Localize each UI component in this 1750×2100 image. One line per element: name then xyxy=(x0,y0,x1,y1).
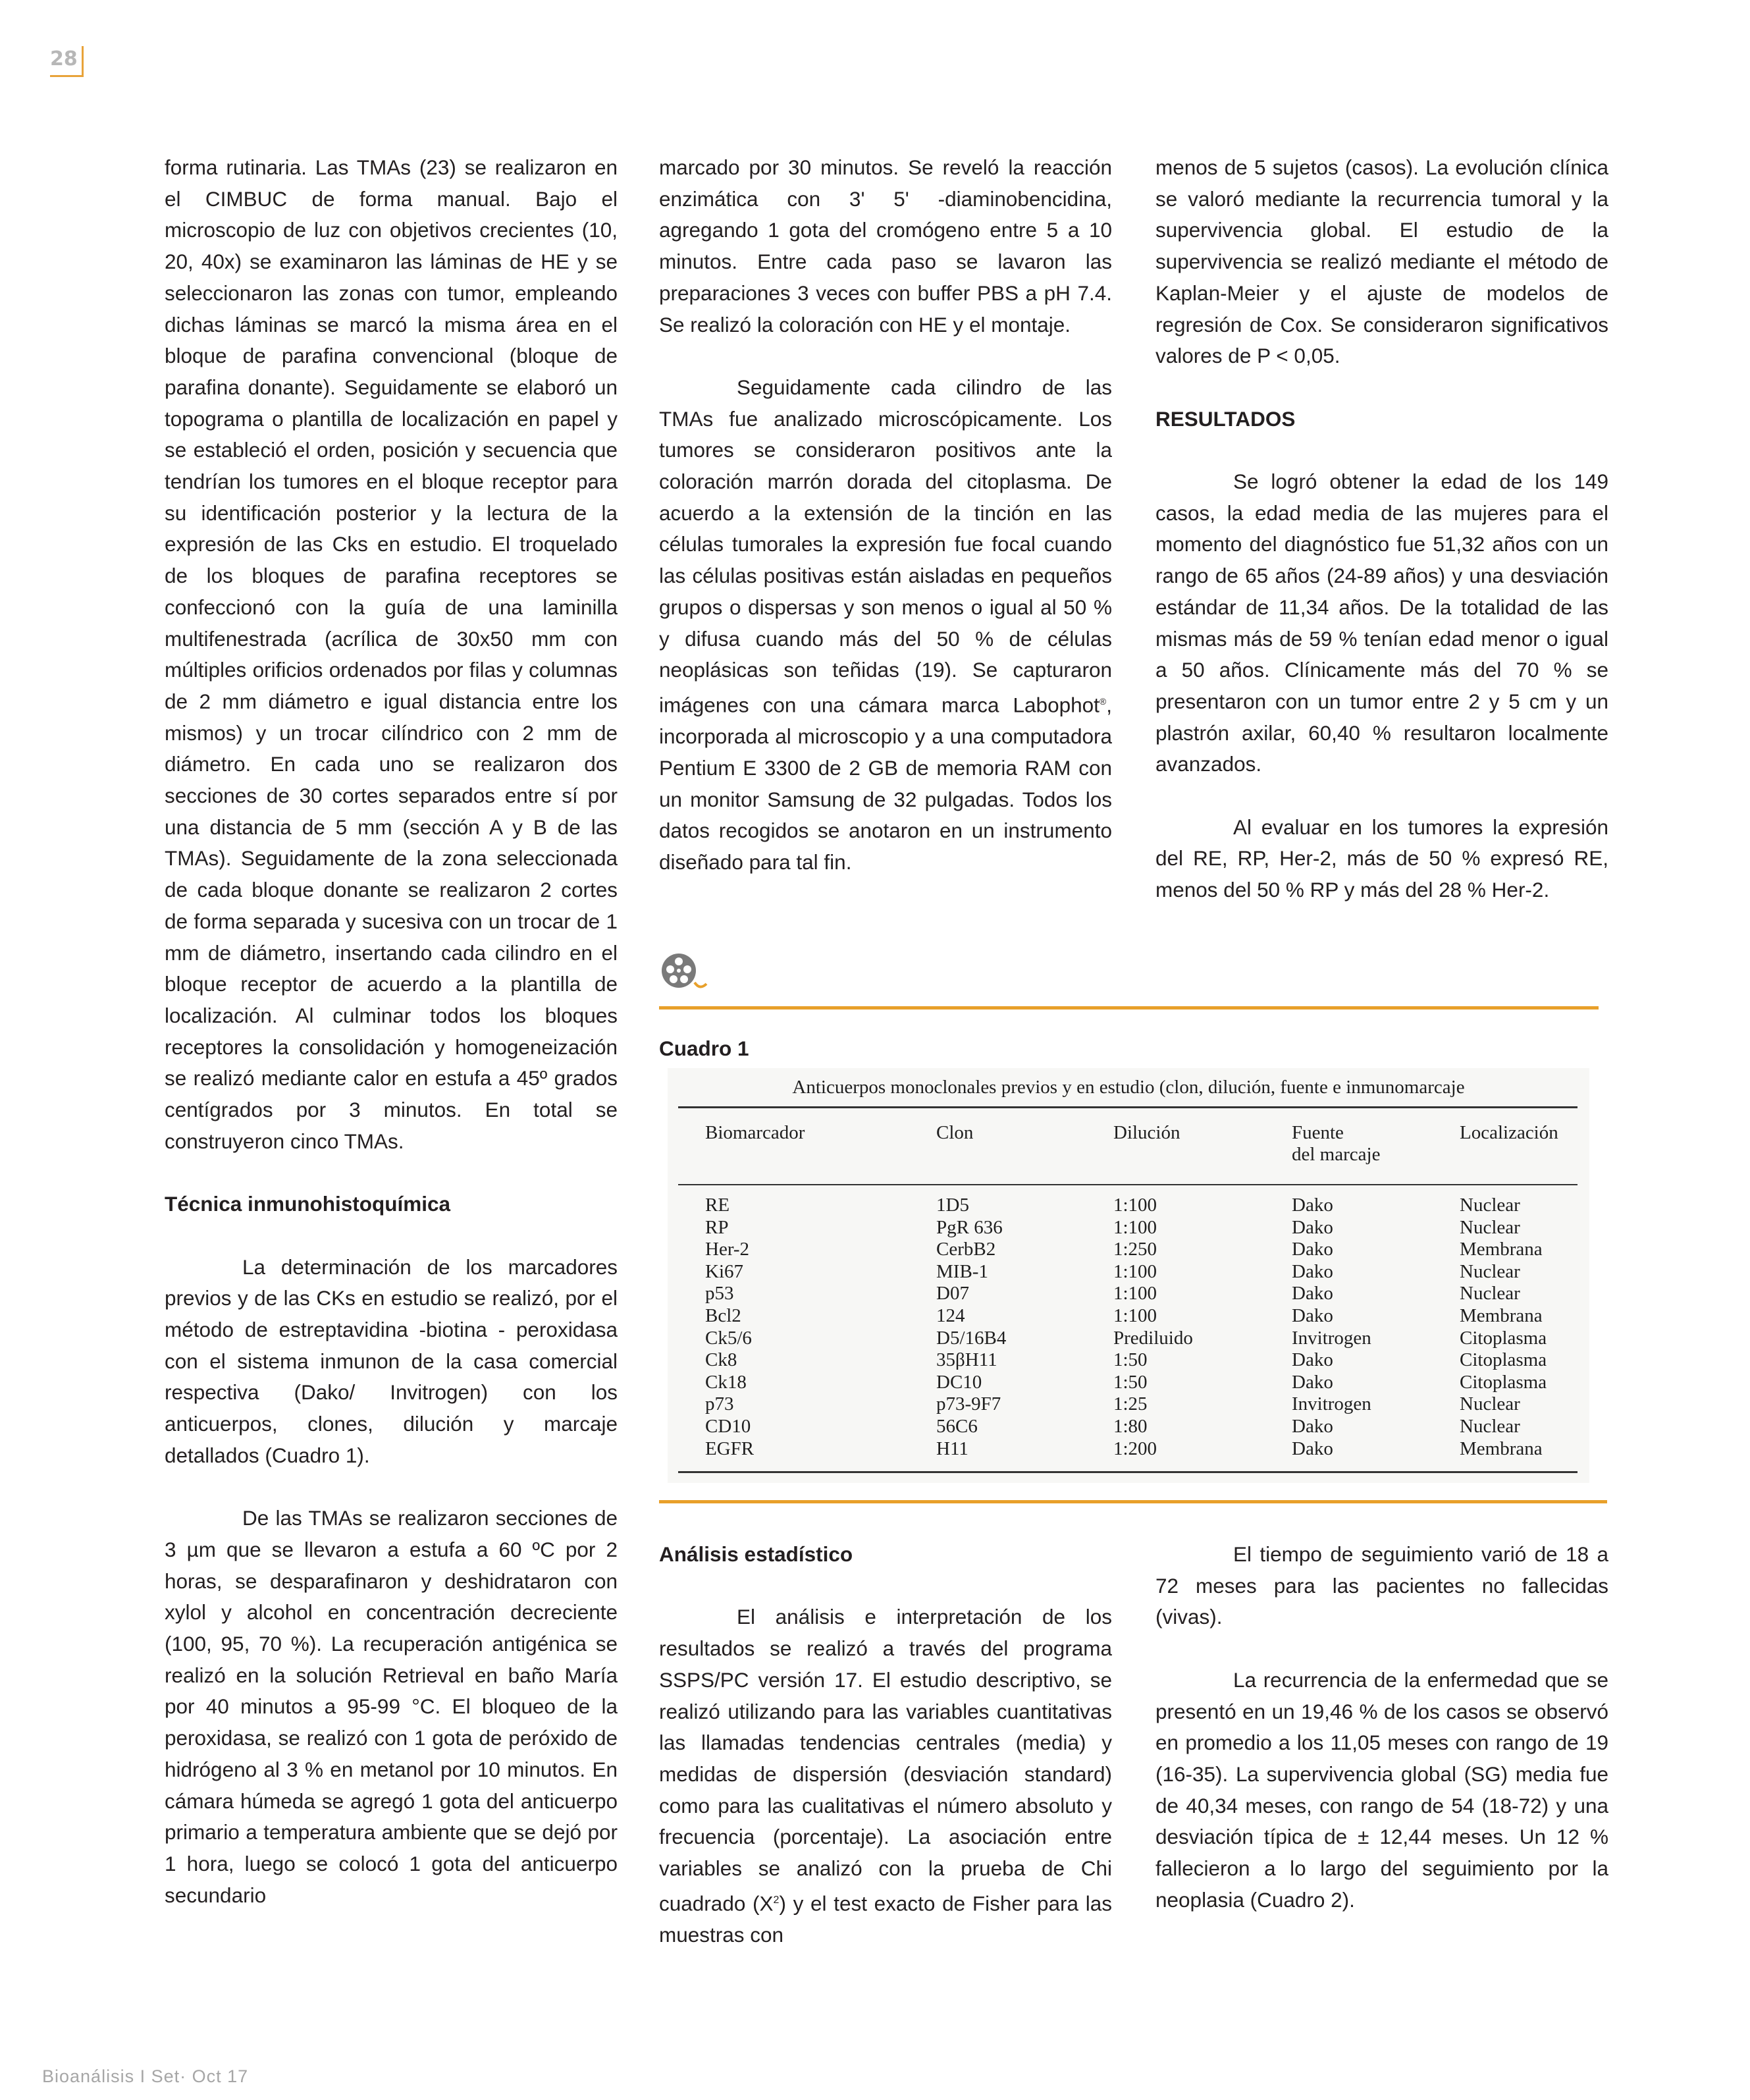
cell-clon: DC10 xyxy=(936,1371,982,1393)
table-rule xyxy=(678,1184,1578,1185)
cell-clon: p73-9F7 xyxy=(936,1393,1001,1415)
paragraph: forma rutinaria. Las TMAs (23) se realizaron en el CIMBUC de forma manual. Bajo el microscopio de luz con objetivos crecientes (10, 20, 40x) se examinaron las láminas de HE y se seleccionaron las zonas con tumor, empleando dichas láminas se marcó la misma área en el bloque de parafina convencional (bloque de parafina donante). Seguidamente se elaboró un topograma o plantilla de localización en papel y se estableció el orden, posición y secuencia que tendrían los tumores en el bloque receptor para su identificación posterior y la lectura de la expresión de las Cks en estudio. El troquelado de los bloques de parafina receptores se confeccionó con la guía de una laminilla multifenestrada (acrílica de 30x50 mm con múltiples orificios ordenados por filas y columnas de 2 mm diámetro e igual distancia entre los mismos) y un trocar cilíndrico con 2 mm de diámetro. En cada uno se realizaron dos secciones de 30 cortes separados entre sí por una distancia de 5 mm (sección A y B de las TMAs). Seguidamente de la zona seleccionada de cada bloque donante se realizaron 2 cortes de forma separada y sucesiva con un trocar de 1 mm de diámetro, insertando cada cilindro en el bloque receptor de acuerdo a la plantilla de localización. Al culminar todos los bloques receptores la consolidación y homogeneización se realizó mediante calor en estufa a 45º grados centígrados por 3 minutos. En total se construyeron cinco TMAs. xyxy=(165,155,618,1153)
cell-biomarcador: Ck18 xyxy=(705,1371,747,1393)
cell-fuente: Dako xyxy=(1292,1349,1333,1371)
cell-fuente: Dako xyxy=(1292,1438,1333,1459)
cell-fuente: Dako xyxy=(1292,1195,1333,1216)
paragraph: Al evaluar en los tumores la expresión del RE, RP, Her-2, más de 50 % expresó RE, menos del 50 % RP y más del 28 % Her-2. xyxy=(1155,815,1608,902)
cell-fuente: Dako xyxy=(1292,1371,1333,1393)
cell-fuente: Invitrogen xyxy=(1292,1327,1371,1349)
cell-dilucion: 1:80 xyxy=(1113,1415,1148,1437)
registered-mark: ® xyxy=(1099,695,1107,707)
cell-fuente: Invitrogen xyxy=(1292,1393,1371,1415)
cell-biomarcador: CD10 xyxy=(705,1415,751,1437)
header-dilucion: Dilución xyxy=(1113,1122,1180,1143)
cell-clon: CerbB2 xyxy=(936,1239,996,1260)
paragraph: De las TMAs se realizaron secciones de 3 µm que se llevaron a estufa a 60 ºC por 2 horas, se desparafinaron y deshidrataron con xylol y alcohol en concentración decreciente (100, 95, 70 %). La recuperación antigénica se realizó en la solución Retrieval en baño María por 40 minutos a 95-99 °C. El bloqueo de la peroxidasa, se realizó con 1 gota de peróxido de hidrógeno al 3 % en metanol por 10 minutos. En cámara húmeda se agregó 1 gota del anticuerpo primario a temperatura ambiente que se dejó por 1 hora, luego se colocó 1 gota del anticuerpo secundario xyxy=(165,1506,618,1907)
column-1 xyxy=(165,152,618,1911)
section-heading-tecnica: Técnica inmunohistoquímica xyxy=(165,1192,451,1216)
cell-localizacion: Citoplasma xyxy=(1460,1371,1547,1393)
paragraph: Se logró obtener la edad de los 149 casos, la edad media de las mujeres para el momento del diagnóstico fue 51,32 años con un rango de 65 años (24-89 años) y una desviación estándar de 11,34 años. De la totalidad de las mismas más de 59 % tenían edad menor o igual a 50 años. Clínicamente más del 70 % se presentaron con un tumor entre 2 y 5 cm y un plastrón axilar, 60,40 % resultaron localmente avanzados. xyxy=(1155,470,1608,776)
cell-localizacion: Membrana xyxy=(1460,1305,1543,1326)
cell-localizacion: Citoplasma xyxy=(1460,1349,1547,1371)
paragraph: menos de 5 sujetos (casos). La evolución clínica se valoró mediante la recurrencia tumoral y la supervivencia global. El estudio de la supervivencia se realizó mediante el método de Kaplan-Meier y el ajuste de modelos de regresión de Cox. Se consideraron significativos valores de P < 0,05. xyxy=(1155,155,1608,368)
cell-dilucion: 1:200 xyxy=(1113,1438,1157,1459)
cell-dilucion: 1:100 xyxy=(1113,1283,1157,1305)
table-row xyxy=(668,1195,1589,1217)
section-heading-analisis: Análisis estadístico xyxy=(659,1542,853,1566)
table-row xyxy=(668,1416,1589,1438)
cell-fuente: Dako xyxy=(1292,1283,1333,1305)
table-row xyxy=(668,1239,1589,1261)
cell-localizacion: Nuclear xyxy=(1460,1195,1520,1216)
superscript: 2 xyxy=(773,1894,780,1906)
paragraph: La determinación de los marcadores previos y de las CKs en estudio se realizó, por el método de estreptavidina -biotina - peroxidasa con el sistema inmunon de la casa comercial respectiva (Dako/ Invitrogen) con los anticuerpos, clones, dilución y marcaje detallados (Cuadro 1). xyxy=(165,1254,618,1467)
header-fuente xyxy=(1292,1122,1380,1166)
column-3 xyxy=(1155,152,1608,906)
cell-dilucion: 1:50 xyxy=(1113,1371,1148,1393)
cell-dilucion: 1:100 xyxy=(1113,1305,1157,1326)
cell-clon: PgR 636 xyxy=(936,1216,1003,1238)
cell-dilucion: 1:100 xyxy=(1113,1195,1157,1216)
cell-clon: 56C6 xyxy=(936,1415,978,1437)
table-row xyxy=(668,1261,1589,1283)
cell-biomarcador: p73 xyxy=(705,1393,734,1415)
paragraph xyxy=(659,1602,1112,1951)
header-fuente-line1: Fuente xyxy=(1292,1122,1344,1143)
header-clon: Clon xyxy=(936,1122,974,1143)
table-rule xyxy=(678,1106,1578,1108)
cell-biomarcador: Ki67 xyxy=(705,1260,743,1282)
header-localizacion: Localización xyxy=(1460,1122,1558,1143)
table-title: Anticuerpos monoclonales previos y en estudio (clon, dilución, fuente e inmunomarcaje xyxy=(792,1077,1465,1098)
cell-clon: 124 xyxy=(936,1305,965,1326)
cell-dilucion: 1:25 xyxy=(1113,1393,1148,1415)
section-heading-resultados: RESULTADOS xyxy=(1155,406,1296,431)
column-2-bottom xyxy=(659,1539,1112,1951)
column-2 xyxy=(659,152,1112,878)
table-row xyxy=(668,1349,1589,1372)
header-fuente-line2: del marcaje xyxy=(1292,1144,1381,1165)
page-number: 28 xyxy=(50,46,84,77)
cell-dilucion: 1:100 xyxy=(1113,1260,1157,1282)
cell-localizacion: Nuclear xyxy=(1460,1415,1520,1437)
film-reel-icon xyxy=(659,952,712,993)
cell-biomarcador: RE xyxy=(705,1195,730,1216)
cell-clon: D5/16B4 xyxy=(936,1327,1007,1349)
cell-biomarcador: Bcl2 xyxy=(705,1305,741,1326)
cell-fuente: Dako xyxy=(1292,1260,1333,1282)
paragraph: El tiempo de seguimiento varió de 18 a 72 meses para las pacientes no fallecidas (vivas). xyxy=(1155,1542,1608,1629)
cell-localizacion: Nuclear xyxy=(1460,1283,1520,1305)
paragraph: La recurrencia de la enfermedad que se presentó en un 19,46 % de los casos se observó en promedio a los 11,05 meses con rango de 19 (16-35). La supervivencia global (SG) media fue de 40,34 meses, con rango de 54 (18-72) y una desviación típica de ± 12,44 meses. Un 12 % fallecieron a lo largo del seguimiento por la neoplasia (Cuadro 2). xyxy=(1155,1667,1608,1912)
cell-dilucion: 1:50 xyxy=(1113,1349,1148,1371)
cell-clon: 1D5 xyxy=(936,1195,969,1216)
paragraph xyxy=(659,372,1112,878)
table-rule xyxy=(678,1471,1578,1473)
cell-dilucion: Prediluido xyxy=(1113,1327,1193,1349)
table-row xyxy=(668,1305,1589,1328)
table-row xyxy=(668,1283,1589,1305)
cell-biomarcador: Ck5/6 xyxy=(705,1327,752,1349)
cell-clon: H11 xyxy=(936,1438,968,1459)
paragraph-text: , incorporada al microscopio y a una computadora Pentium E 3300 de 2 GB de memoria RAM con un monitor Samsung de 32 pulgadas. Todos los datos recogidos se anotaron en un instrumento diseñado para tal fin. xyxy=(659,693,1112,874)
cell-fuente: Dako xyxy=(1292,1305,1333,1326)
paragraph-text: Seguidamente cada cilindro de las TMAs fue analizado microscópicamente. Los tumores se consideraron positivos ante la coloración marrón dorada del citoplasma. De acuerdo a la extensión de la tinción en las células tumorales la expresión fue focal cuando las células positivas están aisladas en pequeños grupos o dispersas y son menos o igual al 50 % y difusa cuando más del 50 % de células neoplásicas son teñidas (19). Se capturaron imágenes con una cámara marca Labophot xyxy=(659,375,1112,717)
cell-localizacion: Membrana xyxy=(1460,1438,1543,1459)
cell-dilucion: 1:100 xyxy=(1113,1216,1157,1238)
cell-fuente: Dako xyxy=(1292,1415,1333,1437)
table-row xyxy=(668,1393,1589,1416)
table-row xyxy=(668,1438,1589,1461)
paragraph-text: El análisis e interpretación de los resultados se realizó a través del programa SSPS/PC versión 17. El estudio descriptivo, se realizó utilizando para las variables cuantitativas las llamadas tendencias centrales (media) y medidas de dispersión (desviación standard) como para las cualitativas el número absoluto y frecuencia (porcentaje). La asociación entre variables se analizó con la prueba de Chi cuadrado (X xyxy=(659,1605,1112,1916)
cell-fuente: Dako xyxy=(1292,1216,1333,1238)
table-caption: Cuadro 1 xyxy=(659,1037,749,1060)
cell-localizacion: Membrana xyxy=(1460,1239,1543,1260)
paragraph-text: ) y el test exacto de Fisher para las muestras con xyxy=(659,1891,1113,1947)
cell-clon: MIB-1 xyxy=(936,1260,988,1282)
cell-fuente: Dako xyxy=(1292,1239,1333,1260)
cell-localizacion: Nuclear xyxy=(1460,1393,1520,1415)
table-row xyxy=(668,1328,1589,1350)
divider-bottom xyxy=(659,1500,1607,1503)
cell-biomarcador: RP xyxy=(705,1216,729,1238)
cell-biomarcador: p53 xyxy=(705,1283,734,1305)
table-row xyxy=(668,1372,1589,1394)
paragraph: marcado por 30 minutos. Se reveló la reacción enzimática con 3' 5' -diaminobencidina, agregando 1 gota del cromógeno entre 5 a 10 minutos. Entre cada paso se lavaron las preparaciones 3 veces con buffer PBS a pH 7.4. Se realizó la coloración con HE y el montaje. xyxy=(659,155,1112,337)
table-row xyxy=(668,1217,1589,1239)
cell-localizacion: Nuclear xyxy=(1460,1260,1520,1282)
table-body xyxy=(668,1195,1589,1460)
divider-top xyxy=(659,1006,1599,1010)
cell-biomarcador: EGFR xyxy=(705,1438,755,1459)
cell-biomarcador: Ck8 xyxy=(705,1349,737,1371)
cell-clon: 35βH11 xyxy=(936,1349,997,1371)
cell-clon: D07 xyxy=(936,1283,969,1305)
cell-localizacion: Nuclear xyxy=(1460,1216,1520,1238)
antibody-table xyxy=(668,1068,1589,1483)
cell-localizacion: Citoplasma xyxy=(1460,1327,1547,1349)
column-3-bottom xyxy=(1155,1539,1608,1916)
footer: Bioanálisis I Set· Oct 17 xyxy=(42,2066,249,2086)
cell-biomarcador: Her-2 xyxy=(705,1239,750,1260)
cell-dilucion: 1:250 xyxy=(1113,1239,1157,1260)
header-biomarcador: Biomarcador xyxy=(705,1122,805,1143)
